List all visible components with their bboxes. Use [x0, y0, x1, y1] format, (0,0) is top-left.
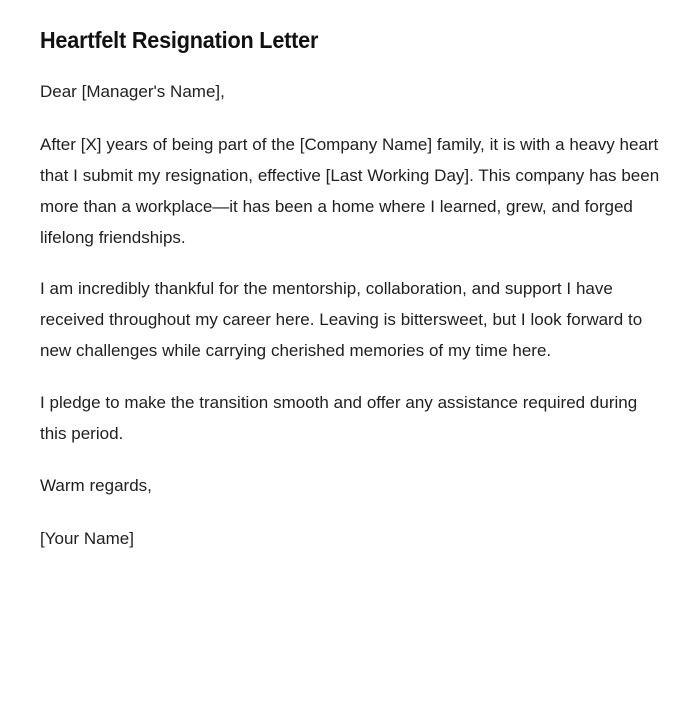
- letter-closing: Warm regards,: [40, 476, 152, 496]
- page-title: Heartfelt Resignation Letter: [40, 27, 319, 53]
- letter-salutation: Dear [Manager's Name],: [40, 81, 225, 101]
- letter-body-paragraph-2: I am incredibly thankful for the mentorship, collaboration, and support I have received throughout my career here. Leaving is bittersweet, but I look forward to new challenges while carrying cherished memories of my time here.: [40, 279, 643, 361]
- letter-body-paragraph-1: After [X] years of being part of the [Company Name] family, it is with a heavy heart that I submit my resignation, effective [Last Working Day]. This company has been more than a workplace—it has been a home where I learned, grew, and forged lifelong friendships.: [40, 134, 660, 247]
- letter-body-paragraph-3: I pledge to make the transition smooth and offer any assistance required during this period.: [40, 393, 638, 444]
- letter-signature: [Your Name]: [40, 529, 134, 549]
